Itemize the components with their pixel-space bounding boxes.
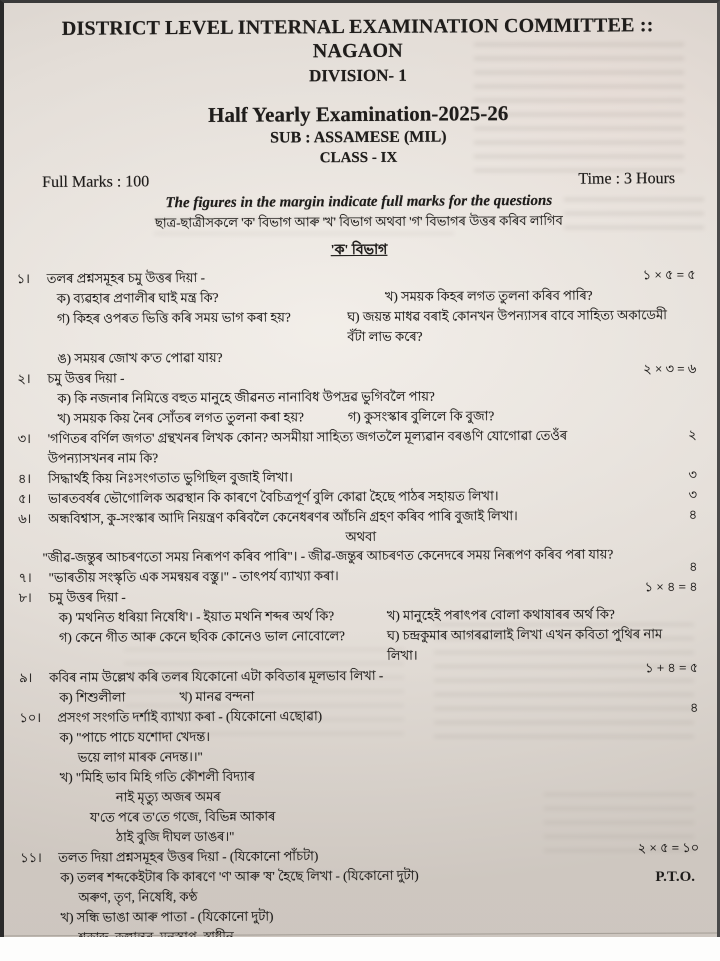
question-number: ৪।: [17, 471, 32, 487]
question-text: প্ৰসংগ সংগতি দৰ্শাই ব্যাখ্যা কৰা - (যিকোনো এছোৱা): [57, 708, 323, 725]
question-9: [19, 659, 704, 688]
sub-question-b: খ) সন্ধি ভাঙা আৰু পাতা - (যিকোনো দুটা): [60, 908, 274, 925]
question-number: ৩।: [17, 431, 31, 447]
question-11: [20, 839, 705, 868]
sub-question-e: ঙ) সময়ৰ জোখ ক'ত পোৱা যায়?: [57, 349, 223, 366]
question-6: [18, 505, 703, 529]
question-text: চমু উত্তৰ দিয়া -: [48, 589, 126, 605]
question-text: সিদ্ধাৰ্থই কিয় নিঃসংগতাত ভুগিছিল বুজাই লিখা।: [47, 469, 293, 486]
question-1-sub-row: [17, 305, 702, 349]
sub-question-b: খ) সময়ক কিহৰ লগত তুলনা কৰিব পাৰি?: [384, 287, 593, 304]
verse-line: নাই মৃত্যু অজৰ অমৰ: [115, 788, 221, 805]
question-2: [17, 360, 702, 389]
sub-question-d: ঘ) চন্দ্ৰকুমাৰ আগৰৱালাই লিখা এখন কবিতা পুথিৰ নাম লিখা।: [386, 626, 663, 663]
marks-value: ২ × ৩ = ৬: [643, 360, 697, 377]
verse-line: খ) "মিহি ভাব মিহি গতি কৌশলী বিদ্যাৰ: [59, 768, 255, 785]
verse-line: ক) "পাচে পাচে যশোদা খেদন্ত।: [59, 728, 211, 745]
full-marks-label: Full Marks : 100: [42, 173, 150, 191]
paper-content: [1, 1, 720, 961]
question-text: অন্ধবিশ্বাস, কু-সংস্কাৰ আদি নিয়ন্ত্ৰণ কৰিবলৈ কেনেধৰণৰ আঁচনি গ্ৰহণ কৰিব পাৰি বুজাই লিখা।: [48, 508, 518, 526]
option-a: ক) শিশুলীলা: [59, 689, 126, 705]
marks-value: ৪: [688, 506, 698, 522]
sub-question-d: ঘ) জয়ন্ত মাধৱ বৰাই কোনখন উপন্যাসৰ বাবে সাহিত্য অকাডেমী বঁটা লাভ কৰে?: [347, 307, 667, 345]
verse-line: য'তে পৰে ত'তে গজে, বিভিন্ন আকাৰ: [89, 808, 276, 825]
question-number: ৯।: [19, 670, 33, 686]
sub-question-b: খ) মানুহেই পৰাৎপৰ বোলা কথাষাৰৰ অৰ্থ কি?: [386, 606, 615, 623]
marks-value: ২: [688, 426, 697, 442]
question-text: 'গণিতৰ বৰ্ণিল জগত' গ্ৰন্থখনৰ লিখক কোন? অসমীয়া সাহিত্য জগতলৈ মূল্যৱান বৰঙণি যোগোৱা তেওঁৰ উপন্যাসখনৰ নাম কি?: [47, 427, 568, 466]
question-text: ভাৰতবৰ্ষৰ ভৌগোলিক অৱস্থান কি কাৰণে বৈচিত্ৰপূৰ্ণ বুলি কোৱা হৈছে পাঠৰ সহায়ত লিখা।: [48, 488, 499, 506]
exam-title: Half Yearly Examination-2025-26: [208, 101, 509, 127]
question-8-sub-row: [19, 624, 704, 668]
committee-title: DISTRICT LEVEL INTERNAL EXAMINATION COMMITTEE :: NAGAON: [61, 14, 654, 63]
marks-value: ৩: [688, 486, 698, 502]
sub-question-c: গ) কিহৰ ওপৰত ভিত্তি কৰি সময় ভাগ কৰা হয়?: [56, 309, 291, 326]
question-text: তলত দিয়া প্ৰশ্নসমূহৰ উত্তৰ দিয়া - (যিকোনো পাঁচটা): [58, 848, 319, 865]
marks-value: ৪: [689, 699, 699, 715]
class-line: CLASS - IX: [319, 149, 398, 167]
instruction-english: The figures in the margin indicate full marks for the questions: [165, 192, 553, 212]
marks-value: ৪: [689, 558, 698, 574]
question-number: ১০।: [19, 709, 42, 726]
word-list: অৰুণ, তৃণ, নিষেধি, কণ্ঠ: [78, 889, 198, 905]
question-number: ১১।: [20, 849, 42, 866]
marks-value: ১ + ৪ = ৫: [645, 659, 699, 676]
sub-question-b: খ) সময়ক কিয় নৈৰ সোঁতৰ লগত তুলনা কৰা হয়?: [57, 409, 304, 426]
question-text: চমু উত্তৰ দিয়া -: [47, 370, 125, 386]
question-8: [19, 584, 704, 608]
verse-line: ঠাই বুজি দীঘল ডাঙৰ।": [116, 828, 235, 845]
marks-value: ২ × ৫ = ১০: [637, 839, 700, 856]
question-text: কবিৰ নাম উল্লেখ কৰি তলৰ যিকোনো এটা কবিতাৰ মূলভাব লিখা -: [49, 667, 384, 685]
sub-question-a: ক) ব্যৱহাৰ প্ৰণালীৰ ঘাই মন্ত্ৰ কি?: [56, 289, 219, 306]
question-number: ৭।: [18, 570, 32, 586]
verse-line: ভয়ে লাগ মাৰক নেদন্ত।।": [77, 748, 203, 765]
section-ka-heading: 'ক' বিভাগ: [330, 242, 388, 259]
marks-time-row: [16, 169, 701, 193]
question-1: [17, 265, 702, 289]
question-number: ৮।: [18, 590, 32, 606]
or-label: অথবা: [345, 528, 377, 545]
subject-line: SUB : ASSAMESE (MIL): [270, 128, 447, 147]
sub-question-a: ক) 'মথনিত ধৰিয়া নিষেধি'। - ইয়াত মথনি শব্দৰ অৰ্থ কি?: [58, 608, 335, 625]
question-text: তলৰ প্ৰশ্নসমূহৰ চমু উত্তৰ দিয়া -: [46, 269, 205, 286]
page-turn-over-label: P.T.O.: [655, 869, 695, 885]
sub-question-a: ক) কি নজনাৰ নিমিত্তে বহুত মানুহে জীৱনত নানাবিধ উপদ্ৰৱ ভুগিবলৈ পায়?: [57, 388, 435, 406]
scan-background-strip: [0, 937, 720, 961]
option-b: খ) মানৱ বন্দনা: [179, 688, 255, 705]
question-3: [18, 425, 703, 469]
sub-question-a: ক) তলৰ শব্দকেইটাৰ কি কাৰণে 'ণ' আৰু 'ষ' হৈছে লিখা - (যিকোনো দুটা): [60, 867, 419, 885]
question-number: ১।: [16, 271, 30, 287]
question-text: "ভাৰতীয় সংস্কৃতি এক সমন্বয়ৰ বস্তু।" - তাৎপৰ্য ব্যাখ্যা কৰা।: [48, 568, 339, 585]
sub-question-c: গ) কুসংস্কাৰ বুলিলে কি বুজা?: [347, 408, 495, 425]
sub-question-c: গ) কেনে গীত আৰু কেনে ছবিক কোনেও ভাল নোবোলে?: [58, 628, 345, 645]
instruction-assamese: ছাত্ৰ-ছাত্ৰীসকলে 'ক' বিভাগ আৰু 'খ' বিভাগ অথবা 'গ' বিভাগৰ উত্তৰ কৰিব লাগিব: [154, 212, 563, 231]
question-number: ২।: [17, 371, 31, 387]
time-label: Time : 3 Hours: [578, 170, 676, 188]
marks-value: ১ × ৪ = ৪: [644, 578, 698, 595]
marks-value: ১ × ৫ = ৫: [642, 266, 696, 283]
division-title: DIVISION- 1: [309, 65, 407, 86]
marks-value: ৩: [688, 466, 697, 482]
question-10: [19, 699, 704, 728]
question-number: ৬।: [18, 511, 32, 527]
question-6-alternative: "জীৱ-জন্তুৰ আচৰণতো সময় নিৰূপণ কৰিব পাৰি"। - জীৱ-জন্তুৰ আচৰণত কেনেদৰে সময় নিৰূপণ কৰিব পৰা যায়?: [42, 546, 614, 565]
question-number: ৫।: [18, 491, 32, 507]
